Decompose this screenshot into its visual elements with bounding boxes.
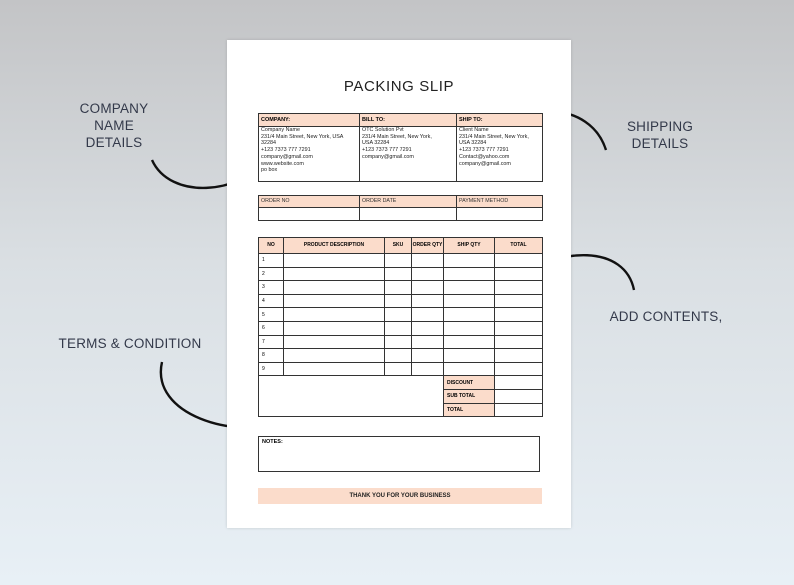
order-info xyxy=(258,195,543,221)
company-zip: 32284 xyxy=(261,140,276,147)
row-number: 6 xyxy=(259,321,284,335)
company-phone: +123 7373 777 7291 xyxy=(261,147,311,154)
table-row[interactable] xyxy=(259,321,543,335)
table-row[interactable] xyxy=(259,362,543,376)
callout-company-line-2: DETAILS xyxy=(85,135,143,150)
bill-to-phone: +123 7373 777 7291 xyxy=(362,147,412,154)
row-number: 7 xyxy=(259,335,284,349)
terms-area[interactable] xyxy=(259,376,444,417)
bill-to-email: company@gmail.com xyxy=(362,153,414,160)
bill-to-zip: USA 32284 xyxy=(362,140,390,147)
order-date-field[interactable] xyxy=(360,208,457,221)
callout-terms-line-1: TERMS & CONDITION xyxy=(58,336,202,351)
notes-label: NOTES: xyxy=(262,439,283,445)
payment-method-label: PAYMENT METHOD xyxy=(457,196,543,208)
bill-to-details[interactable] xyxy=(360,127,457,182)
table-row[interactable] xyxy=(259,254,543,268)
row-number: 9 xyxy=(259,362,284,376)
bill-to-address: 231/4 Main Street, New York, xyxy=(362,133,432,140)
company-po-box: po box xyxy=(261,167,278,174)
company-email: company@gmail.com xyxy=(261,153,313,160)
row-number: 8 xyxy=(259,349,284,363)
col-total-header: TOTAL xyxy=(495,238,543,254)
company-website: www.website.com xyxy=(261,160,304,167)
total-value[interactable] xyxy=(495,403,543,417)
company-details[interactable] xyxy=(259,127,360,182)
col-sku-header: SKU xyxy=(385,238,412,254)
table-row[interactable] xyxy=(259,335,543,349)
discount-value[interactable] xyxy=(495,376,543,390)
col-no-header: NO xyxy=(259,238,284,254)
sub-total-label: SUB TOTAL xyxy=(444,389,495,403)
row-number: 3 xyxy=(259,281,284,295)
row-number: 4 xyxy=(259,294,284,308)
page-title: PACKING SLIP xyxy=(343,78,455,95)
row-number: 1 xyxy=(259,254,284,268)
bill-to-header: BILL TO: xyxy=(360,114,457,127)
callout-shipping-line-2: DETAILS xyxy=(631,136,689,151)
table-row[interactable] xyxy=(259,281,543,295)
order-date-label: ORDER DATE xyxy=(360,196,457,208)
ship-to-header: SHIP TO: xyxy=(457,114,543,127)
ship-to-contact-email: Contact@yahoo.com xyxy=(459,153,510,160)
callout-shipping-line-1: SHIPPING xyxy=(626,119,694,134)
sub-total-value[interactable] xyxy=(495,389,543,403)
discount-label: DISCOUNT xyxy=(444,376,495,390)
ship-to-zip: USA 32284 xyxy=(459,140,487,147)
ship-to-name: Client Name xyxy=(459,127,489,133)
col-desc-header: PRODUCT DESCRIPTION xyxy=(284,238,385,254)
table-row[interactable] xyxy=(259,267,543,281)
order-no-label: ORDER NO xyxy=(259,196,360,208)
callout-company-line-1: COMPANY NAME xyxy=(79,101,149,133)
ship-to-email: company@gmail.com xyxy=(459,160,511,167)
table-row[interactable] xyxy=(259,294,543,308)
company-header: COMPANY: xyxy=(259,114,360,127)
footer-banner: THANK YOU FOR YOUR BUSINESS xyxy=(258,488,542,504)
ship-to-address: 231/4 Main Street, New York, xyxy=(459,133,529,140)
bill-to-name: OTC Solution Pvt xyxy=(362,127,404,133)
company-name: Company Name xyxy=(261,127,300,133)
notes-box[interactable] xyxy=(258,436,540,472)
ship-to-phone: +123 7373 777 7291 xyxy=(459,147,509,154)
col-order-qty-header: ORDER QTY xyxy=(412,238,444,254)
order-no-field[interactable] xyxy=(259,208,360,221)
table-row[interactable] xyxy=(259,349,543,363)
row-number: 5 xyxy=(259,308,284,322)
items-table xyxy=(258,237,543,417)
address-block xyxy=(258,113,543,182)
company-address: 231/4 Main Street, New York, USA xyxy=(261,133,344,140)
packing-slip-page xyxy=(227,40,571,528)
payment-method-field[interactable] xyxy=(457,208,543,221)
total-label: TOTAL xyxy=(444,403,495,417)
col-ship-qty-header: SHIP QTY xyxy=(444,238,495,254)
callout-contents-line-1: ADD CONTENTS, xyxy=(609,309,723,324)
row-number: 2 xyxy=(259,267,284,281)
ship-to-details[interactable] xyxy=(457,127,543,182)
table-row[interactable] xyxy=(259,308,543,322)
